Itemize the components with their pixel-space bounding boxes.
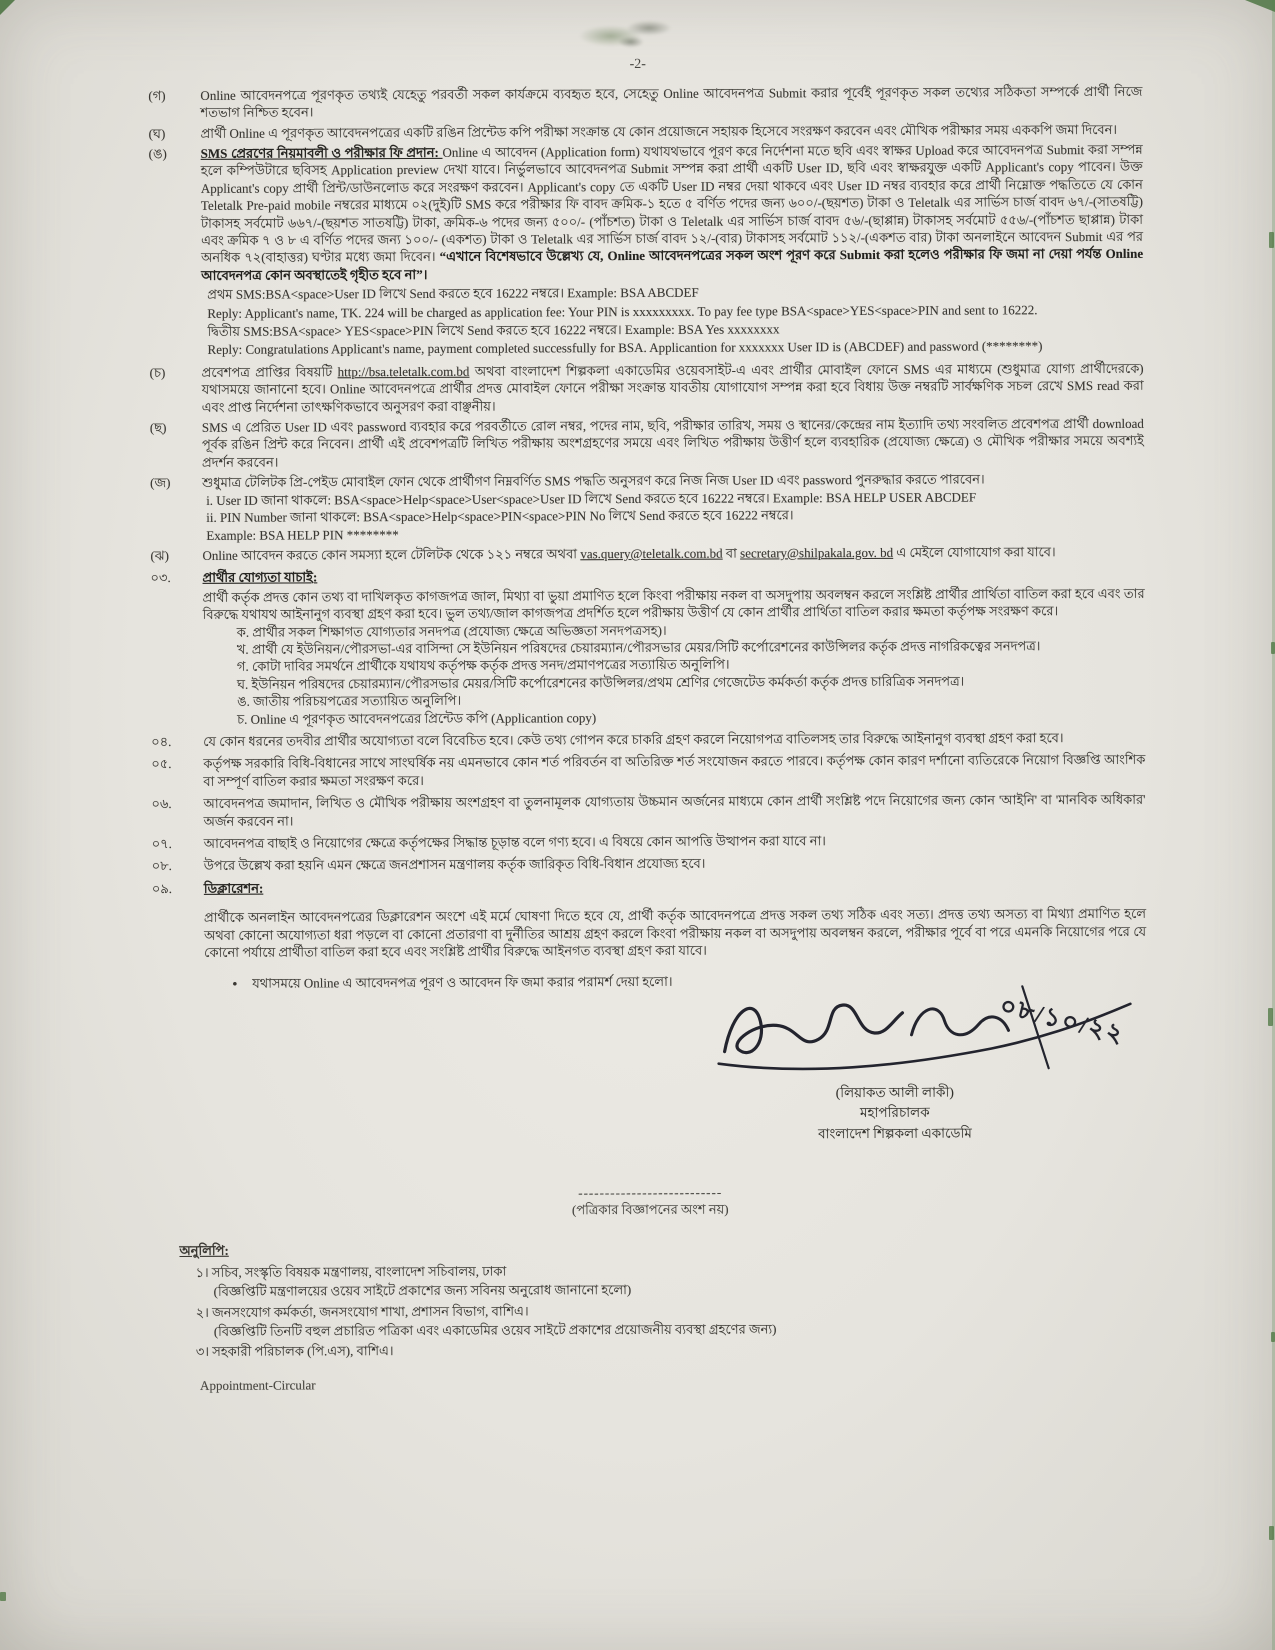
copy-item: ২। জনসংযোগ কর্মকর্তা, জনসংযোগ শাখা, প্রশাসন বিভাগ, বাশিএ। (195, 1303, 529, 1320)
lettered-item-uma-sms-rules (149, 141, 1144, 361)
section-06 (151, 791, 1145, 830)
admit-text-post: অথবা বাংলাদেশ শিল্পকলা একাডেমির ওয়েবসাইট-এ এবং প্রার্থীর মোবাইল ফোনে SMS এর মাধ্যমে (শুধুমাত্র যোগ্য প্রার্থীদেরকে) যথাসময়ে জানানো হবে। Online আবেদনপত্রে প্রার্থীর প্রদত্ত মোবাইল ফোনে পরীক্ষা সংক্রান্ত যাবতীয় যোগাযোগ সম্পন্ন করা হবে বিধায় উক্ত নম্বরটি সার্বক্ষণিক সচল রেখে SMS read করা এবং প্রাপ্ত নির্দেশনা তাৎক্ষণিকভাবে অনুসরণ করা বাঞ্ছনীয়। (201, 360, 1144, 415)
required-doc-item: ঙ. জাতীয় পরিচয়পত্রের সত্যায়িত অনুলিপি। (237, 692, 462, 709)
sms-line-second: দ্বিতীয় SMS:BSA<space> YES<space>PIN লিখে Send করতে হবে 16222 নম্বরে। Example: BSA Yes xxxxxxxx (207, 321, 780, 339)
copy-item: ১। সচিব, সংস্কৃতি বিষয়ক মন্ত্রণালয়, বাংলাদেশ সচিবালয়, ঢাকা (195, 1263, 507, 1280)
signatory-name: (লিয়াকত আলী লাকী) (835, 1084, 954, 1100)
section-07 (152, 831, 1146, 853)
newspaper-note: (পত্রিকার বিজ্ঞাপনের অংশ নয়) (571, 1201, 729, 1218)
section-text: আবেদনপত্র জমাদান, লিখিত ও মৌখিক পরীক্ষায় অংশগ্রহণ বা তুলনামূলক যোগ্যতায় উচ্চমান অর্জনের মাধ্যমে কোন প্রার্থী সংশ্লিষ্ট পদে নিয়োগের জন্য কোন 'আইনি' বা 'মানবিক অধিকার' অর্জন করবেন না। (203, 791, 1146, 829)
item-label: (গ) (148, 87, 166, 103)
section-text: যে কোন ধরনের তদবীর প্রার্থীর অযোগ্যতা বলে বিবেচিত হবে। কেউ তথ্য গোপন করে চাকরি গ্রহণ করলে নিয়োগপত্র বাতিলসহ তার বিরুদ্ধে আইনানুগ ব্যবস্থা গ্রহণ করা হবে। (203, 730, 1064, 749)
admit-text-pre: প্রবেশপত্র প্রাপ্তির বিষয়টি (201, 364, 338, 380)
item-label: (ঘ) (148, 125, 166, 141)
section-number: ০৩. (150, 570, 171, 586)
item-label: (ছ) (149, 420, 167, 436)
declaration-heading: ডিক্লারেশন: (203, 880, 264, 896)
recovery-example: Example: BSA HELP PIN ******** (206, 526, 399, 543)
lettered-item-ga (148, 83, 1142, 122)
required-doc-item: চ. Online এ পূরণকৃত আবেদনপত্রের প্রিন্টেড কপি (Applicantion copy) (237, 709, 597, 727)
secretary-email-link[interactable]: secretary@shilpakala.gov. bd (740, 544, 894, 561)
vas-query-email-link[interactable]: vas.query@teletalk.com.bd (580, 545, 723, 562)
item-text: SMS এ প্রেরিত User ID এবং password ব্যবহার করে পরবর্তীতে রোল নম্বর, পদের নাম, ছবি, পরীক্ষার তারিখ, সময় ও স্থানের/কেন্দ্রের নাম ইত্যাদি তথ্য সংবলিত প্রবেশপত্র প্রার্থী download পূর্বক রঙিন প্রিন্ট করে নিবেন। প্রার্থী এই প্রবেশপত্রটি লিখিত পরীক্ষায় অংশগ্রহণের সময়ে এবং লিখিত পরীক্ষায় উত্তীর্ণ হলে ব্যবহারিক (প্রযোজ্য ক্ষেত্রে) ও মৌখিক পরীক্ষার সময়ে অবশ্যই প্রদর্শন করবেন। (201, 415, 1144, 470)
fee-warning-bold: “এখানে বিশেষভাবে উল্লেখ্য যে, Online আবেদনপত্রের সকল অংশ পূরণ করে Submit করা হলেও পরীক্ষার ফি জমা না দেয়া পর্যন্ত Online আবেদনপত্র কোন অবস্থাতেই গৃহীত হবে না”। (201, 246, 1144, 283)
section-text: কর্তৃপক্ষ সরকারি বিধি-বিধানের সাথে সাংঘর্ষিক নয় এমনভাবে কোন শর্ত পরিবর্তন বা অতিরিক্ত শর্ত সংযোজন করতে পারবে। কর্তৃপক্ষ কোন কারণ দর্শানো ব্যতিরেকে নিয়োগ বিজ্ঞপ্তি আংশিক বা সম্পূর্ণ বাতিল করার ক্ষমতা সংরক্ষণ করে। (203, 752, 1146, 789)
signatory-organization: বাংলাদেশ শিল্পকলা একাডেমি (818, 1125, 972, 1142)
copy-item: ৩। সহকারী পরিচালক (পি.এস), বাশিএ। (195, 1343, 394, 1360)
bullet-icon: • (232, 977, 238, 994)
center-divider (153, 1181, 1147, 1220)
sms-instructions (207, 282, 1143, 359)
lettered-item-ja-recovery (150, 470, 1144, 544)
signatory-title: মহাপরিচালক (859, 1105, 930, 1121)
section-05 (151, 751, 1145, 790)
handwritten-date: ০৮/১০/২২ (997, 991, 1128, 1049)
section-number: ০৫. (151, 756, 172, 772)
copy-item-note: (বিজ্ঞপ্তিটি তিনটি বহুল প্রচারিত পত্রিকা এবং একাডেমির ওয়েব সাইটে প্রকাশের প্রয়োজনীয় ব্যবস্থা গ্রহণের জন্য) (213, 1321, 777, 1339)
item-text: Online আবেদনপত্রে পূরণকৃত তথ্যই যেহেতু পরবর্তী সকল কার্যক্রমে ব্যবহৃত হবে, সেহেতু Online আবেদনপত্র Submit করার পূর্বেই পূরণকৃত সকল তথ্যের সঠিকতা সম্পর্কে প্রার্থী নিজে শতভাগ নিশ্চিত হবেন। (200, 83, 1143, 121)
item-label: (চ) (149, 364, 166, 380)
section-03-eligibility (150, 565, 1145, 728)
section-08 (152, 853, 1146, 875)
sms-line-first: প্রথম SMS:BSA<space>User ID লিখে Send করতে হবে 16222 নম্বরে। Example: BSA ABCDEF (207, 284, 699, 303)
scan-mark-edge (1269, 1526, 1274, 1540)
sms-line-reply2: Reply: Congratulations Applicant's name, payment completed successfully for BSA. Applicantion for xxxxxxx User ID is (ABCDEF) and password (********) (207, 338, 1043, 358)
item-text (202, 543, 1144, 565)
lettered-item-gha (149, 120, 1143, 142)
section-04 (151, 729, 1145, 751)
section-text: উপরে উল্লেখ করা হয়নি এমন ক্ষেত্রে জনপ্রশাসন মন্ত্রণালয় কর্তৃক জারিকৃত বিধি-বিধান প্রযোজ্য হবে। (203, 856, 706, 874)
recovery-intro: শুধুমাত্র টেলিটক প্রি-পেইড মোবাইল ফোন থেকে প্রার্থীগণ নিম্নবর্ণিত SMS পদ্ধতি অনুসরণ করে নিজ নিজ User ID এবং password পুনরুদ্ধার করতে পারবেন। (202, 471, 985, 491)
required-doc-item: ঘ. ইউনিয়ন পরিষদের চেয়ারম্যান/পৌরসভার মেয়র/সিটি কর্পোরেশনের কাউন্সিলর/প্রথম শ্রেণির গেজেটেড কর্মকর্তা কর্তৃক প্রদত্ত চারিত্রিক সনদপত্র। (236, 673, 965, 692)
required-doc-item: গ. কোটা দাবির সমর্থনে প্রার্থীকে যথাযথ কর্তৃপক্ষ কর্তৃক প্রদত্ত সনদ/প্রমাণপত্রের সত্যায়িত অনুলিপি। (236, 656, 730, 675)
support-text-post: এ মেইলে যোগাযোগ করা যাবে। (893, 544, 1056, 560)
teletalk-website-link[interactable]: http://bsa.teletalk.com.bd (337, 363, 470, 380)
section-heading: প্রার্থীর যোগ্যতা যাচাই: (202, 569, 318, 586)
item-text (202, 360, 1144, 416)
item-label: (ঝ) (150, 547, 169, 564)
item-label: (জ) (150, 475, 171, 491)
page-number: -2- (629, 56, 646, 73)
document-body (0, 72, 1275, 1395)
support-text-mid: বা (722, 545, 741, 561)
document-type-label: Appointment-Circular (200, 1377, 316, 1393)
section-text: আবেদনপত্র বাছাই ও নিয়োগের ক্ষেত্রে কর্তৃপক্ষের সিদ্ধান্ত চূড়ান্ত বলে গণ্য হবে। এ বিষয়ে কোন আপত্তি উত্থাপন করা যাবে না। (203, 833, 826, 851)
required-doc-item: খ. প্রার্থী যে ইউনিয়ন/পৌরসভা-এর বাসিন্দা সে ইউনিয়ন পরিষদের চেয়ারম্যান/পৌরসভার মেয়র/সিটি কর্পোরেশনের কাউন্সিলর কর্তৃক প্রদত্ত নাগরিকত্বের সনদপত্র। (236, 638, 1041, 657)
declaration-paragraph: প্রার্থীকে অনলাইন আবেদনপত্রের ডিক্লারেশন অংশে এই মর্মে ঘোষণা দিতে হবে যে, প্রার্থী কর্তৃক আবেদনপত্রে প্রদত্ত সকল তথ্য সঠিক এবং সত্য। প্রদত্ত তথ্য অসত্য বা মিথ্যা প্রমাণিত হলে অথবা কোনো অযোগ্যতা ধরা পড়লে বা কোনো প্রতারণা বা দুর্নীতির আশ্রয় গ্রহণ করলে কিংবা পরীক্ষায় নকল বা অসদুপায় অবলম্বন করলে, পরীক্ষার পূর্বে বা পরে এমনকি নিয়োগের পরে যে কোনো পর্যায়ে প্রার্থীতা বাতিল করা হবে এবং সংশ্লিষ্ট প্রার্থীর বিরুদ্ধে আইনগত ব্যবস্থা গ্রহণ করা যাবে। (203, 906, 1147, 960)
signature-block (706, 977, 1147, 1167)
section-number: ০৭. (151, 836, 172, 852)
sms-line-reply1: Reply: Applicant's name, TK. 224 will be charged as application fee: Your PIN is xxxxxxxxx. To pay fee type BSA<space>YES<space>PIN and sent to 16222. (207, 301, 1038, 321)
support-text-pre: Online আবেদন করতে কোন সমস্যা হলে টেলিটক থেকে ১২১ নম্বরে অথবা (202, 546, 581, 563)
recovery-steps (206, 487, 1144, 543)
signature-ink-area (706, 977, 1146, 1083)
recovery-step-userid: i. User ID জানা থাকলে: BSA<space>Help<space>User<space>User ID লিখে Send করতে হবে 16222 নম্বরে। Example: BSA HELP USER ABCDEF (206, 489, 977, 508)
item-text (201, 141, 1144, 361)
item-label: (ঙ) (148, 146, 167, 162)
lettered-item-jha-support (150, 543, 1144, 565)
section-number: ০৯. (151, 880, 173, 896)
sms-rules-heading: SMS প্রেরণের নিয়মাবলী ও পরীক্ষার ফি প্রদান: (200, 144, 443, 161)
signatory-identity (735, 1082, 1055, 1146)
scan-mark-edge (0, 1592, 6, 1601)
copies-title: অনুলিপি: (179, 1243, 229, 1259)
required-doc-item: ক. প্রার্থীর সকল শিক্ষাগত যোগ্যতার সনদপত্র (প্রযোজ্য ক্ষেত্রে অভিজ্ঞতা সনদপত্রসহ)। (236, 622, 667, 640)
section-number: ০৪. (151, 734, 172, 750)
item-text (202, 470, 1144, 544)
copies-section (179, 1238, 1148, 1361)
divider-dashes: --------------------------- (578, 1184, 723, 1200)
section-number: ০৮. (151, 858, 172, 874)
sms-rules-text: Online এ আবেদন (Application form) যথাযথভাবে পূরণ করে নির্দেশনা মতে ছবি এবং স্বাক্ষর Upload করে আবেদনপত্র Submit করা সম্পন্ন হলে কম্পিউটারে ছবিসহ Application preview দেখা যাবে। নির্ভুলভাবে আবেদনপত্র Submit সম্পন্ন করা প্রার্থী একটি User ID, ছবি এবং স্বাক্ষরযুক্ত একটি Applicant's copy পাবেন। উক্ত Applicant's copy প্রার্থী প্রিন্ট/ডাউনলোড করে সংরক্ষণ করবেন। Applicant's copy তে একটি User ID নম্বর দেয়া থাকবে এবং User ID নম্বর ব্যবহার করে প্রার্থী নিম্নোক্ত পদ্ধতিতে যে কোন Teletalk Pre-paid mobile নম্বরের মাধ্যমে ০২(দুই)টি SMS করে পরীক্ষার ফি বাবদ ক্রমিক-১ হতে ৫ বর্ণিত পদের জন্য ৬০০/-(ছয়শত) টাকা ও Teletalk এর সার্ভিস চার্জ বাবদ ৬৭/-(সাতষট্টি) টাকাসহ সর্বমোট ৬৬৭/-(ছয়শত সাতষট্টি) টাকা, ক্রমিক-৬ পদের জন্য ৫০০/- (পাঁচশত) টাকা ও Teletalk এর সার্ভিস চার্জ বাবদ ৫৬/-(ছাপ্পান্ন) টাকাসহ সর্বমোট ৫৫৬/-(পাঁচশত ছাপ্পান্ন) টাকা এবং ক্রমিক ৭ ও ৮ এ বর্ণিত পদের জন্য ১০০/- (একশত) টাকা ও Teletalk এর সার্ভিস চার্জ বাবদ ১২/-(বার) টাকাসহ সর্বমোট ১১২/-(একশত বার) টাকা অনলাইনে আবেদন Submit এর পর অনধিক ৭২(বাহাত্তর) ঘণ্টার মধ্যে জমা দিবেন। (200, 141, 1144, 266)
copy-item-note: (বিজ্ঞপ্তিটি মন্ত্রণালয়ের ওয়েব সাইটে প্রকাশের জন্য সবিনয় অনুরোধ জানানো হলো) (213, 1282, 632, 1300)
section-paragraph: প্রার্থী কর্তৃক প্রদত্ত কোন তথ্য বা দাখিলকৃত কাগজপত্র জাল, মিথ্যা বা ভুয়া প্রমাণিত হলে কিংবা পরীক্ষায় নকল বা অসদুপায় অবলম্বন করলে সংশ্লিষ্ট প্রার্থীর প্রার্থিতা বাতিল করা হবে এবং তার বিরুদ্ধে যথাযথ আইনানুগ ব্যবস্থা গ্রহণ করা হবে। ভুল তথ্য/জাল কাগজপত্র প্রদর্শিত হলে পরীক্ষায় উত্তীর্ণ যে কোন প্রার্থীর প্রার্থিতা বাতিল করার ক্ষমতা কর্তৃপক্ষ সংরক্ষণ করে। (202, 585, 1145, 623)
item-text: প্রার্থী Online এ পূরণকৃত আবেদনপত্রের একটি রঙিন প্রিন্টেড কপি পরীক্ষা সংক্রান্ত যে কোন প্রয়োজনে সহায়ক হিসেবে সংরক্ষণ করবেন এবং মৌখিক পরীক্ষার সময় এককপি জমা দিবেন। (200, 121, 1118, 141)
section-number: ০৬. (151, 796, 172, 812)
recovery-step-pin: ii. PIN Number জানা থাকলে: BSA<space>Help<space>PIN<space>PIN No লিখে Send করতে হবে 16222 নম্বরে। (206, 507, 794, 525)
lettered-item-chha (150, 415, 1144, 472)
advice-text: যথাসময়ে Online এ আবেদনপত্র পূরণ ও আবেদন ফি জমা করার পরামর্শ দেয়া হলো। (252, 974, 673, 992)
lettered-item-cha-admit-card (150, 360, 1144, 417)
section-body (202, 565, 1145, 728)
